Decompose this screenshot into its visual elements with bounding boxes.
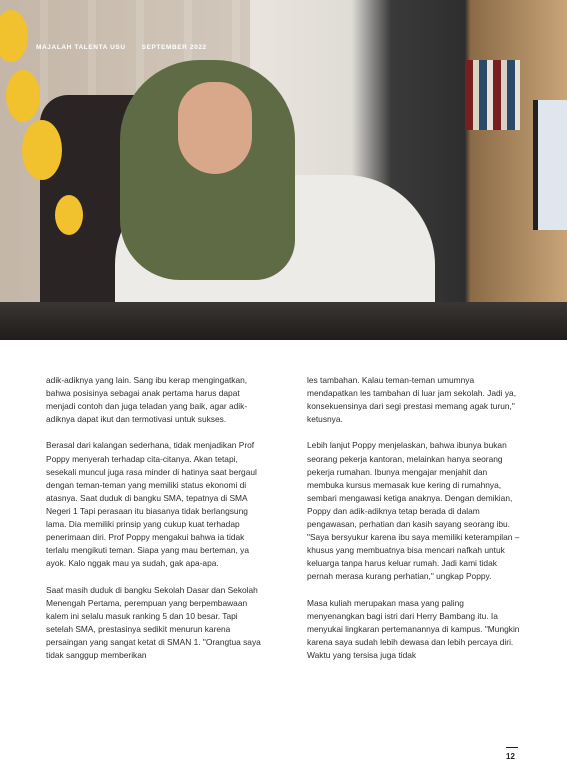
hero-photo: [0, 0, 567, 340]
paragraph: Lebih lanjut Poppy menjelaskan, bahwa ibunya bukan seorang pekerja kantoran, melainkan hanya seorang pekerja rumahan. Ibunya mengajar menjahit dan membuka kursus memasak kue kering di rumahnya, sembari mengawasi ketiga anaknya. Dengan demikian, Poppy dan adik-adiknya tetap berada di dalam pengawasan, perhatian dan kasih sayang seorang ibu. "Saya bersyukur karena ibu saya memiliki keterampilan – khusus yang membuatnya bisa mencari nafkah untuk keluarga tanpa harus keluar rumah. Jadi kami tidak pernah merasa kurang perhatian," ungkap Poppy.: [307, 440, 520, 582]
computer-monitor: [533, 100, 567, 230]
page-number-rule: [506, 747, 518, 748]
paragraph: Berasal dari kalangan sederhana, tidak menjadikan Prof Poppy menyerah terhadap cita-citanya. Akan tetapi, sesekali muncul juga rasa minder di hatinya saat bergaul dengan teman-teman yang memiliki status ekonomi di atasnya. Saat duduk di bangku SMA, tepatnya di SMA Negeri 1 Tapi perasaan itu biasanya tidak berlangsung lama. Dia memiliki prinsip yang cukup kuat terhadap penerimaan diri. Prof Poppy mengakui bahwa ia tidak terlalu mengikuti teman. Siapa yang mau berteman, ya ayok. Kalo nggak mau ya sudah, gak apa-apa.: [46, 440, 257, 569]
page-number: 12: [506, 752, 515, 761]
bookshelf: [465, 60, 520, 130]
orchid-flower: [6, 70, 40, 122]
paragraph: les tambahan. Kalau teman-teman umumnya mendapatkan les tambahan di luar jam sekolah. Jadi ya, konsekuensinya dari segi prestasi memang agak turun," ketusnya.: [307, 375, 517, 425]
text-column-right: [307, 374, 522, 675]
paragraph: adik-adiknya yang lain. Sang ibu kerap mengingatkan, bahwa posisinya sebagai anak pertama harus dapat menjadi contoh dan juga teladan yang baik, agar adik-adiknya dapat ikut dan termotivasi untuk sukses.: [46, 375, 248, 425]
paragraph: Saat masih duduk di bangku Sekolah Dasar dan Sekolah Menengah Pertama, perempuan yang berpembawaan kalem ini selalu masuk ranking 5 dan 10 besar. Tapi setelah SMA, prestasinya sedikit menurun karena persaingan yang sangat ketat di SMAN 1. "Orangtua saya tidak sanggup memberikan: [46, 584, 261, 660]
person-face: [178, 82, 252, 174]
issue-date: SEPTEMBER 2022: [141, 44, 207, 51]
text-column-left: [46, 374, 261, 675]
running-header: [36, 44, 207, 51]
magazine-name: MAJALAH TALENTA USU: [36, 44, 126, 51]
paragraph: Masa kuliah merupakan masa yang paling menyenangkan bagi istri dari Herry Bambang itu. Ia menyukai lingkaran pertemanannya di kampus. "Mungkin karena saya sudah lebih dewasa dan lebih percaya diri. Waktu yang tersisa juga tidak: [307, 597, 520, 660]
desk: [0, 302, 567, 340]
orchid-flower: [55, 195, 83, 235]
orchid-flower: [22, 120, 62, 180]
